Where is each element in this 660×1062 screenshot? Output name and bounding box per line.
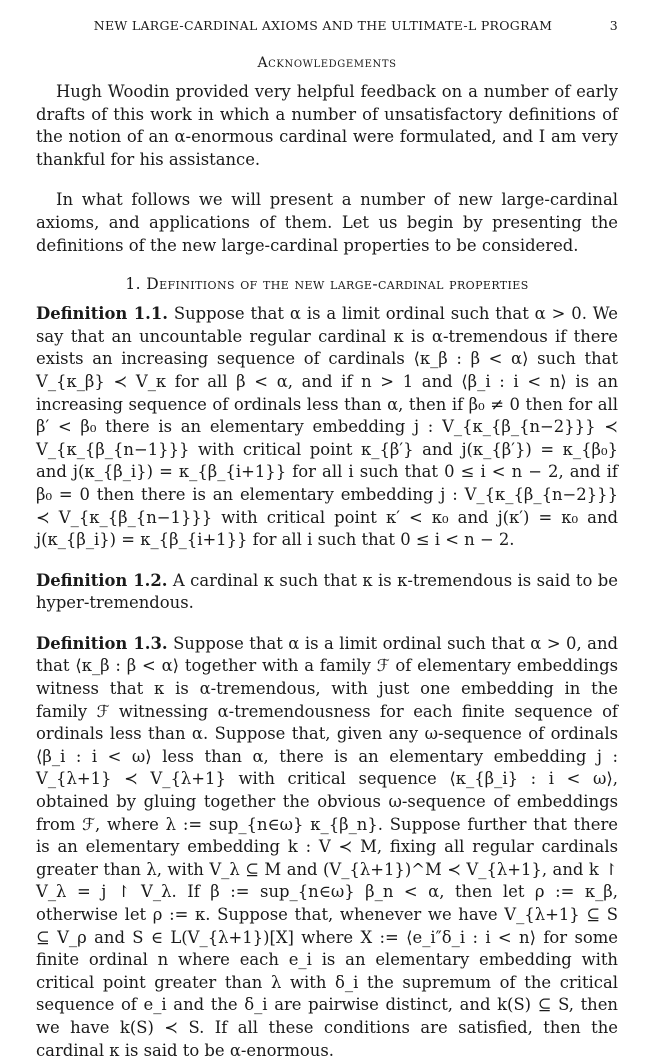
acknowledgements-paragraph: Hugh Woodin provided very helpful feedback on a number of early drafts of this work in which a number of unsatisfactory definitions of the notion of an α-enormous cardinal were formulated, and I am very thankful for his assistance. bbox=[36, 82, 618, 169]
definition-1-2 bbox=[36, 570, 618, 615]
definition-label: Definition 1.3. bbox=[36, 633, 168, 653]
page-number: 3 bbox=[609, 18, 618, 33]
paper-page bbox=[36, 18, 618, 1062]
definition-1-3 bbox=[36, 633, 618, 1062]
section-heading: 1. Definitions of the new large-cardinal properties bbox=[125, 275, 529, 294]
definition-text: Suppose that α is a limit ordinal such that α > 0. We say that an uncountable regular cardinal κ is α-tremendous if there exists an increasing sequence of cardinals ⟨κ_β : β < α⟩ such that V_{κ_β} ≺ V_κ for all β < α, and if n > 1 and ⟨β_i : i < n⟩ is an increasing sequence of ordinals less than α, then if β₀ ≠ 0 then for all β′ < β₀ there is an elementary embedding j : V_{κ_{β_{n−2}}} ≺ V_{κ_{β_{n−1}}} with critical point κ_{β′} and j(κ_{β′}) = κ_{β₀} and j(κ_{β_i}) = κ_{β_{i+1}} for all i such that 0 ≤ i < n − 2, and if β₀ = 0 then there is an elementary embedding j : V_{κ_{β_{n−2}}} ≺ V_{κ_{β_{n−1}}} with critical point κ′ < κ₀ and j(κ′) = κ₀ and j(κ_{β_i}) = κ_{β_{i+1}} for all i such that 0 ≤ i < n − 2. bbox=[36, 304, 618, 550]
running-title: NEW LARGE-CARDINAL AXIOMS AND THE ULTIMATE-L PROGRAM bbox=[93, 18, 553, 33]
intro-paragraph: In what follows we will present a number of new large-cardinal axioms, and applications of them. Let us begin by presenting the definitions of the new large-cardinal properties to be considered. bbox=[36, 190, 618, 255]
running-header bbox=[36, 18, 618, 33]
definition-label: Definition 1.2. bbox=[36, 570, 168, 590]
acknowledgements-heading: Acknowledgements bbox=[257, 55, 397, 71]
definition-label: Definition 1.1. bbox=[36, 304, 168, 324]
definition-1-1 bbox=[36, 303, 618, 552]
definition-text: A cardinal κ such that κ is κ-tremendous is said to be hyper-tremendous. bbox=[36, 570, 618, 613]
definition-text: Suppose that α is a limit ordinal such that α > 0, and that ⟨κ_β : β < α⟩ together with a family ℱ of elementary embeddings witness that κ is α-tremendous, with just one embedding in the family ℱ witnessing α-tremendousness for each finite sequence of ordinals less than α. Suppose that, given any ω-sequence of ordinals ⟨β_i : i < ω⟩ less than α, there is an elementary embedding j : V_{λ+1} ≺ V_{λ+1} with critical sequence ⟨κ_{β_i} : i < ω⟩, obtained by gluing together the obvious ω-sequence of embeddings from ℱ, where λ := sup_{n∈ω} κ_{β_n}. Suppose further that there is an elementary embedding k : V ≺ M, fixing all regular cardinals greater than λ, with V_λ ⊆ M and (V_{λ+1})^M ≺ V_{λ+1}, and k ↾ V_λ = j ↾ V_λ. If β := sup_{n∈ω} β_n < α, then let ρ := κ_β, otherwise let ρ := κ. Suppose that, whenever we have V_{λ+1} ⊆ S ⊆ V_ρ and S ∈ L(V_{λ+1})[X] where X := ⟨e_i″δ_i : i < n⟩ for some finite ordinal n where each e_i is an elementary embedding with critical point greater than λ with δ_i the supremum of the critical sequence of e_i and the δ_i are pairwise distinct, and k(S) ⊆ S, then we have k(S) ≺ S. If all these conditions are satisfied, then the cardinal κ is said to be α-enormous. bbox=[36, 633, 618, 1060]
